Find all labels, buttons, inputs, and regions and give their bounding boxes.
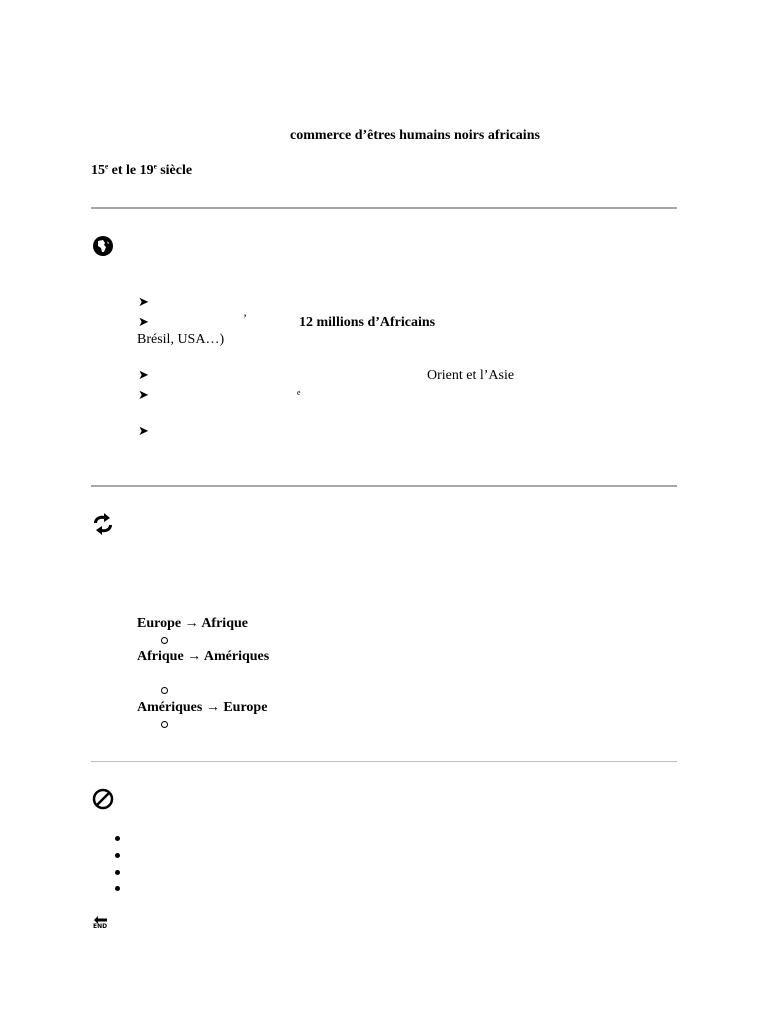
destinations-line: Brésil, USA…)	[137, 332, 225, 347]
route-americas-europe: Amériques → Europe	[137, 700, 268, 715]
period-tail: siècle	[156, 163, 193, 178]
route-europe-africa: Europe → Afrique	[137, 616, 248, 631]
bullet-arrow-2: ➤	[138, 315, 149, 330]
bullet-arrow-5: ➤	[138, 424, 149, 439]
bullet-arrow-3: ➤	[138, 368, 149, 383]
prohibited-icon	[92, 788, 114, 810]
period-century-start-sup: e	[105, 162, 109, 171]
list-bullet-4	[115, 886, 120, 891]
period-century-end-sup: e	[153, 162, 157, 171]
orient-asia-text: Orient et l’Asie	[427, 368, 515, 383]
bullet-arrow-1: ➤	[138, 295, 149, 310]
stray-superscript-e: e	[297, 388, 301, 397]
sub-bullet-circle-1	[161, 637, 168, 644]
list-bullet-3	[115, 870, 120, 875]
list-bullet-1	[115, 836, 120, 841]
stray-apostrophe: ’	[243, 311, 247, 325]
list-bullet-2	[115, 853, 120, 858]
period-century-end: 19	[139, 163, 154, 178]
period-subtitle	[91, 164, 192, 178]
period-connector: et le	[108, 163, 140, 178]
sub-bullet-circle-3	[161, 721, 168, 728]
cycle-arrows-icon	[90, 512, 116, 536]
period-century-start: 15	[91, 163, 105, 178]
route-africa-americas: Afrique → Amériques	[137, 649, 270, 664]
end-arrow-icon	[92, 916, 110, 932]
section-divider-1	[91, 207, 677, 209]
end-label: END	[93, 923, 108, 930]
africans-count-phrase: 12 millions d’Africains	[299, 315, 436, 330]
bullet-arrow-4: ➤	[138, 388, 149, 403]
globe-africa-icon	[92, 235, 114, 257]
document-title: commerce d’êtres humains noirs africains	[290, 128, 540, 143]
sub-bullet-circle-2	[161, 687, 168, 694]
section-divider-3	[91, 761, 677, 762]
section-divider-2	[91, 485, 677, 487]
